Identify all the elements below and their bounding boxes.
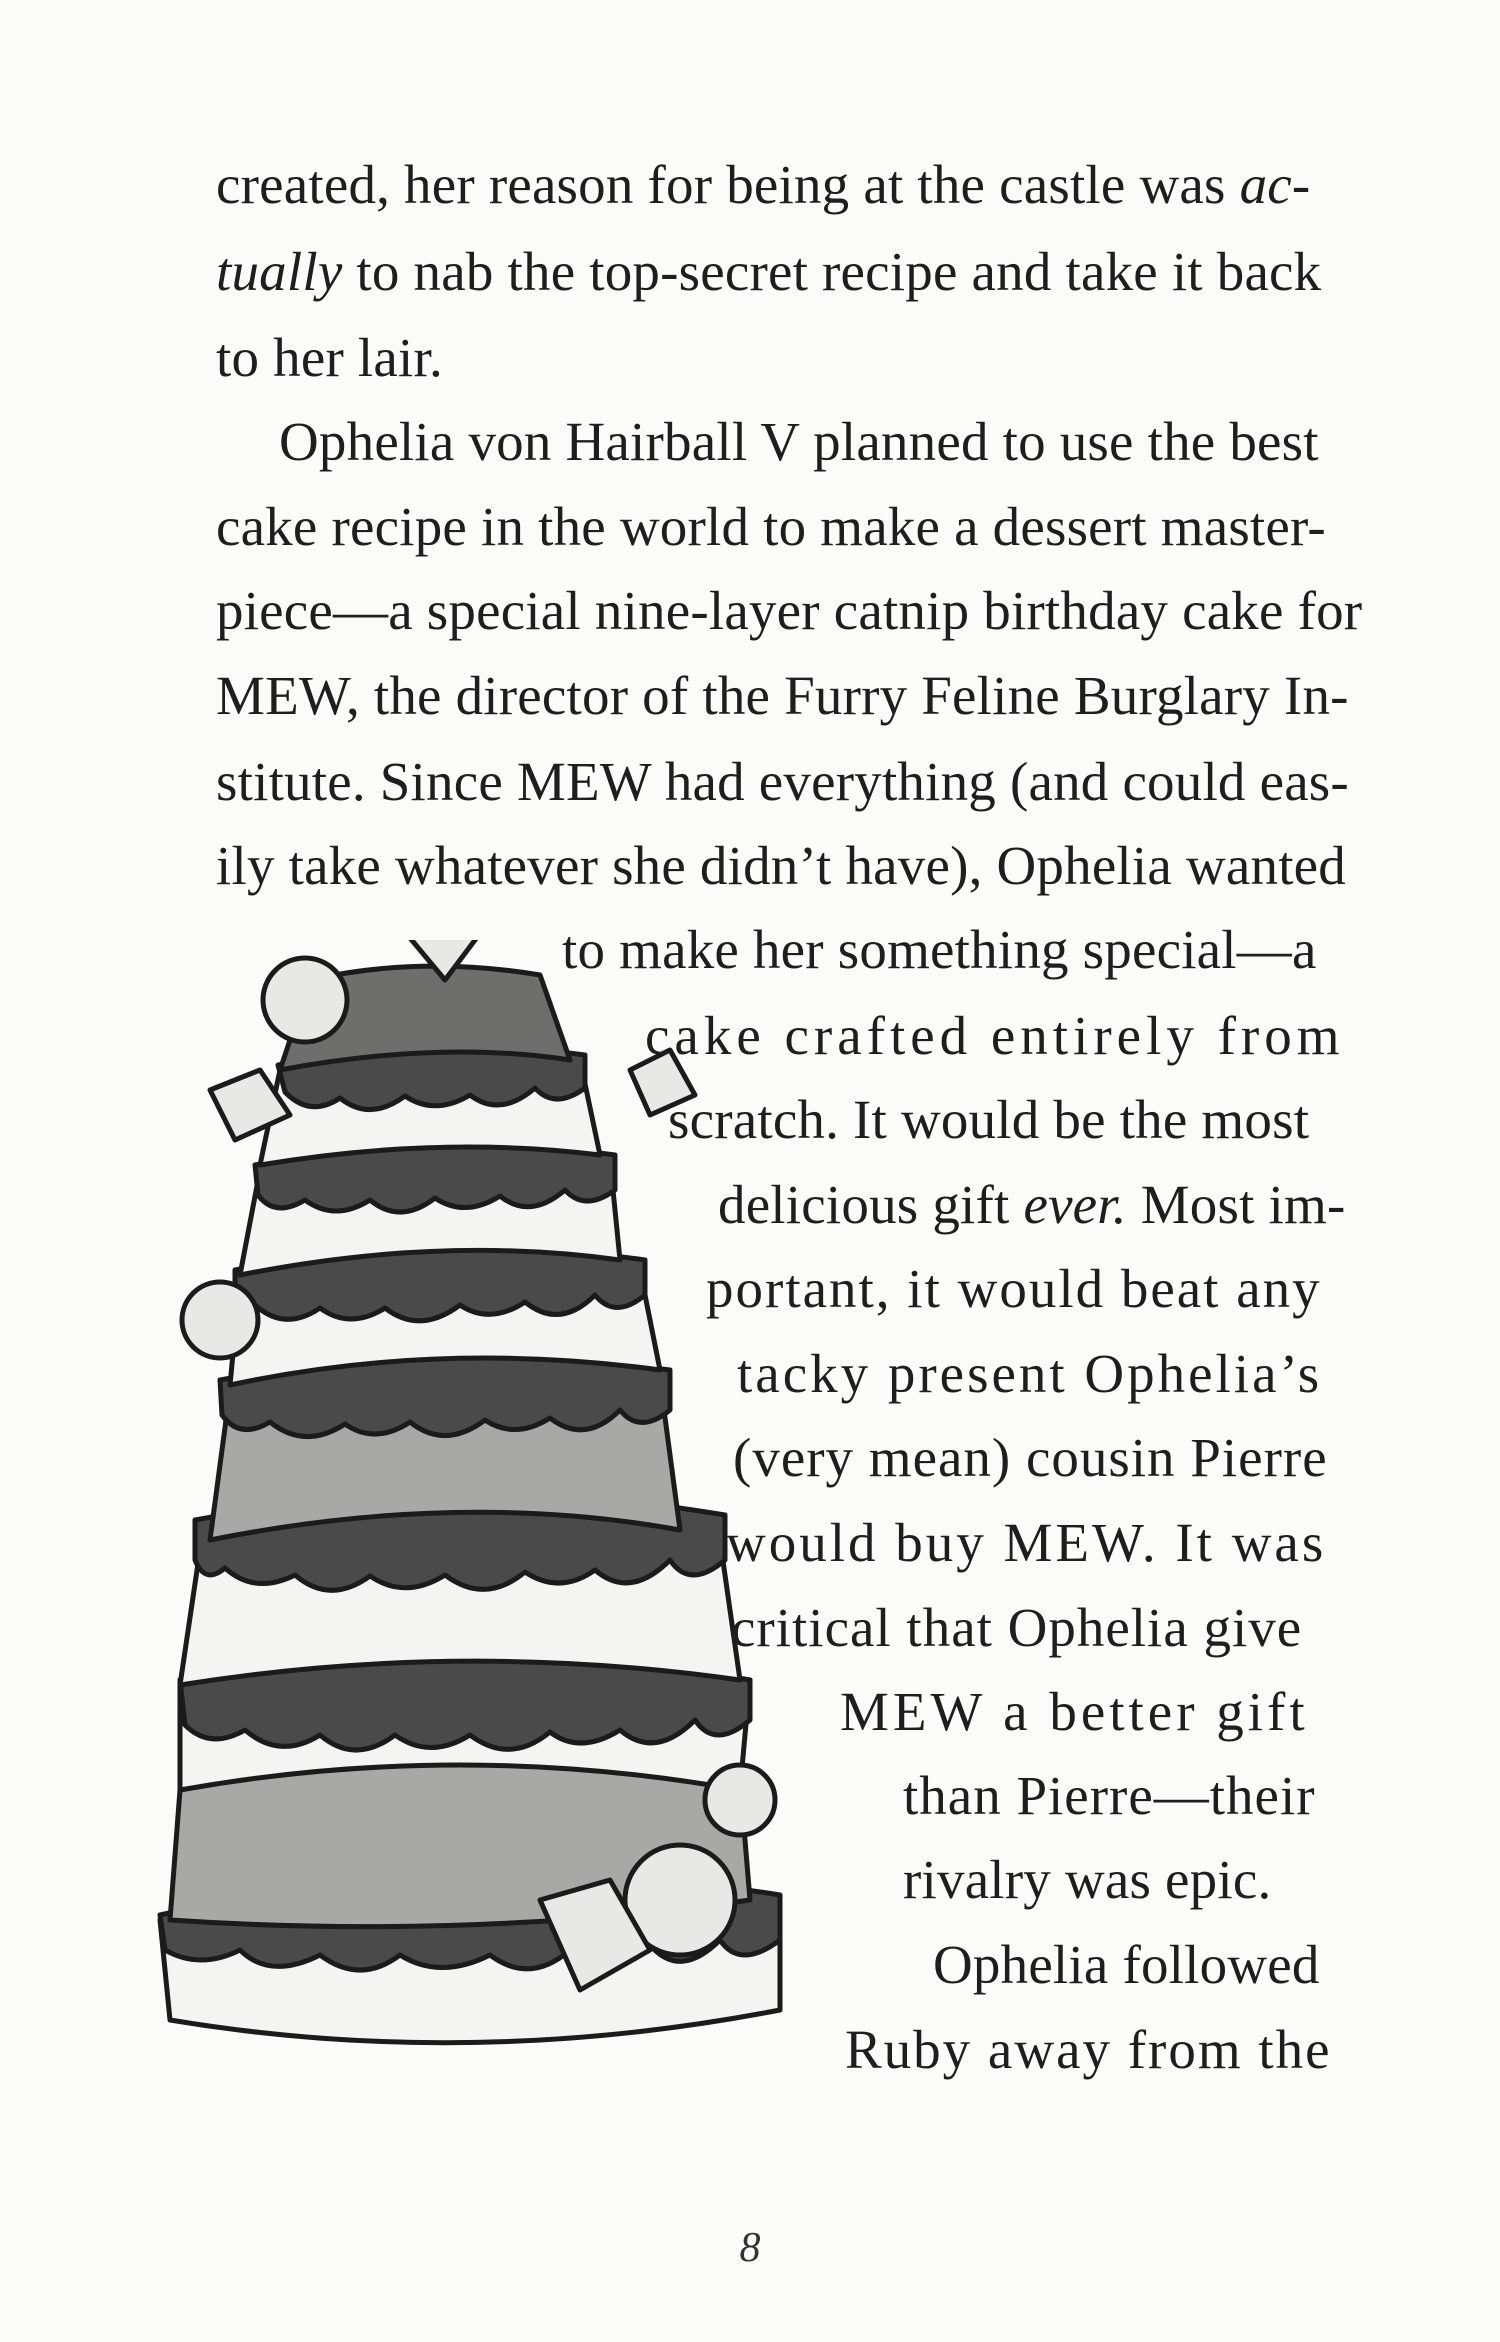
text-line: piece—a special nine-layer catnip birthday cake for <box>216 580 1363 641</box>
gem <box>263 958 347 1042</box>
text-line: cake crafted entirely from <box>645 1005 1345 1066</box>
text-line: Ruby away from the <box>845 2019 1332 2080</box>
text-line: (very mean) cousin Pierre <box>733 1427 1328 1488</box>
text-line: cake recipe in the world to make a dessert master- <box>216 496 1326 557</box>
text-line: critical that Ophelia give <box>731 1597 1303 1658</box>
gem <box>705 1765 775 1835</box>
text-line: to her lair. <box>216 327 443 388</box>
text-line: than Pierre—their <box>903 1765 1316 1826</box>
text-line: delicious gift ever. Most im- <box>718 1174 1346 1235</box>
page-number: 8 <box>739 2225 761 2271</box>
text-line: portant, it would beat any <box>706 1258 1322 1319</box>
text-line: Ophelia von Hairball V planned to use the best <box>279 411 1319 472</box>
text-line: tually to nab the top-secret recipe and take it back <box>216 241 1322 302</box>
text-line: would buy MEW. It was <box>726 1512 1327 1573</box>
gem <box>182 1282 258 1358</box>
text-line: stitute. Since MEW had everything (and could eas- <box>216 751 1349 812</box>
text-line: MEW, the director of the Furry Feline Burglary In- <box>216 665 1349 726</box>
text-line: rivalry was epic. <box>903 1849 1272 1910</box>
text-line: scratch. It would be the most <box>668 1089 1310 1150</box>
text-line: tacky present Ophelia’s <box>737 1343 1323 1404</box>
text-line: MEW a better gift <box>840 1681 1309 1742</box>
text-line: created, her reason for being at the castle was ac- <box>216 154 1311 215</box>
text-line: to make her something special—a <box>562 919 1317 980</box>
text-line: ily take whatever she didn’t have), Ophelia wanted <box>216 835 1346 896</box>
text-line: Ophelia followed <box>933 1934 1320 1995</box>
